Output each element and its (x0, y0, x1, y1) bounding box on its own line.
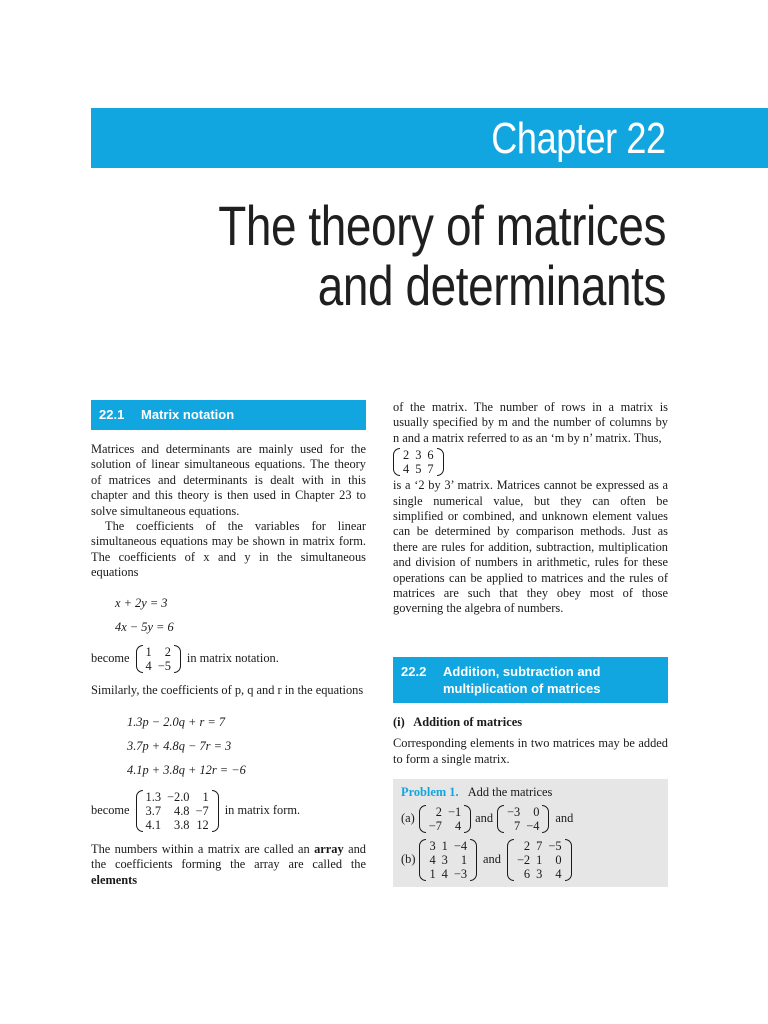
chapter-title: The theory of matrices and determinants (218, 194, 666, 317)
right-bracket (542, 805, 549, 833)
matrix-element: 3 (536, 866, 543, 881)
equation: x + 2y = 3 (115, 595, 168, 610)
matrix (507, 839, 572, 881)
matrix-element: 4 (555, 866, 562, 881)
matrix-example-line (393, 448, 668, 476)
left-bracket (419, 805, 426, 833)
section-title: Addition, subtraction and multiplication of matrices (443, 663, 601, 696)
matrix-element: −4 (526, 818, 540, 833)
matrix-form-line (91, 790, 366, 832)
right-bracket (212, 790, 219, 832)
become-label: become (91, 650, 130, 665)
matrix (393, 448, 444, 476)
matrix-element: 4 (441, 866, 448, 881)
matrix-element: 3 (429, 838, 436, 853)
term-elements: elements (91, 872, 138, 887)
matrix-element: 4.1 (145, 818, 162, 833)
matrix-element: 7 (514, 818, 521, 833)
matrix-element: −3 (507, 804, 521, 819)
matrix-element: −3 (453, 866, 468, 881)
matrix-element: −5 (548, 838, 562, 853)
problem-label: Problem 1. (401, 785, 459, 800)
equation: 3.7p + 4.8q − 7r = 3 (127, 739, 232, 754)
subheading: (i) Addition of matrices (393, 714, 523, 729)
equation: 1.3p − 2.0q + r = 7 (127, 715, 226, 730)
paragraph: of the matrix. The number of rows in a matrix is usually specified by m and the number of columns by n and a matrix referred to as an ‘m by n’ matrix. Thus, (393, 400, 668, 445)
right-bracket (470, 839, 477, 881)
matrix-element: 7 (536, 838, 543, 853)
paragraph: Matrices and determinants are mainly used for the solution of linear simultaneous equations. The theory of matrices and determinants is dealt with in this chapter and this theory is then used in Chapter 23 to solve simultaneous equations. (91, 442, 366, 518)
problem-part-a (401, 805, 660, 833)
matrix-suffix: in matrix form. (224, 803, 301, 818)
equation: 4x − 5y = 6 (115, 619, 174, 634)
matrix-element: 4 (145, 658, 152, 673)
matrix (419, 805, 471, 833)
text-run: The numbers within a matrix are called an (91, 842, 310, 857)
equation-block (115, 591, 366, 639)
matrix-notation-line (91, 645, 366, 673)
and-label: and (475, 810, 494, 825)
matrix-element: 12 (196, 818, 209, 833)
matrix-element: 1 (536, 852, 543, 867)
section-heading-22-2 (393, 657, 668, 703)
right-bracket (565, 839, 572, 881)
problem-text: Add the matrices (467, 785, 553, 800)
matrix-element: 0 (533, 804, 540, 819)
matrix-element: −4 (453, 838, 468, 853)
section-title: Matrix notation (141, 407, 235, 422)
matrix-element: 3 (415, 448, 422, 463)
right-bracket (437, 448, 444, 476)
left-bracket (136, 790, 143, 832)
part-label: (a) (401, 810, 415, 825)
matrix-element: 2 (403, 448, 410, 463)
left-bracket (507, 839, 514, 881)
matrix-element: −7 (428, 818, 442, 833)
matrix-suffix: in matrix notation. (186, 650, 279, 665)
matrix-element: 2 (523, 838, 531, 853)
matrix-element: 4 (429, 852, 436, 867)
matrix-element: 4 (454, 818, 462, 833)
problem-header (401, 785, 660, 800)
matrix (136, 790, 219, 832)
matrix-element: 1.3 (145, 790, 162, 805)
matrix-element: 1 (429, 866, 436, 881)
right-bracket (464, 805, 471, 833)
matrix (497, 805, 549, 833)
matrix-element: 2 (164, 644, 171, 659)
matrix-element: 5 (415, 462, 422, 477)
text-run: and the coefficients forming the array are called the (91, 842, 366, 872)
matrix-element: 6 (427, 448, 434, 463)
section-heading-22-1 (91, 400, 366, 430)
paragraph: is a ‘2 by 3’ matrix. Matrices cannot be expressed as a single numerical value, but they can often be simplified or combined, and unknown element values can be determined by comparison methods. Just as there are rules for addition, subtraction, multiplication and division of numbers in arithmetic, rules for these operations can be applied to matrices and the rules of matrices are such that they obey most of those governing the algebra of numbers. (393, 478, 668, 616)
chapter-label: Chapter 22 (491, 114, 666, 163)
left-column (91, 400, 366, 888)
problem-box (393, 779, 668, 886)
matrix-element: −1 (447, 804, 462, 819)
chapter-band (91, 108, 768, 168)
paragraph: Similarly, the coefficients of p, q and r in the equations (91, 682, 364, 697)
left-bracket (419, 839, 426, 881)
section-number: 22.2 (401, 663, 427, 679)
left-bracket (393, 448, 400, 476)
matrix (136, 645, 181, 673)
paragraph: The coefficients of the variables for linear simultaneous equations may be shown in matrix form. The coefficients of x and y in the simultaneous equations (91, 519, 366, 580)
problem-part-b (401, 839, 660, 881)
right-bracket (174, 645, 181, 673)
equation: 4.1p + 3.8q + 12r = −6 (127, 763, 246, 778)
paragraph: Corresponding elements in two matrices may be added to form a single matrix. (393, 736, 668, 766)
matrix-element: −7 (195, 804, 209, 819)
matrix-element: 1 (145, 644, 152, 659)
matrix (419, 839, 477, 881)
matrix-element: 4.8 (174, 804, 190, 819)
term-array: array (314, 842, 344, 857)
matrix-element: 1 (202, 790, 209, 805)
and-label: and (483, 851, 501, 866)
matrix-element: −5 (157, 658, 171, 673)
matrix-element: 0 (555, 852, 562, 867)
matrix-element: 6 (523, 866, 531, 881)
paragraph (91, 842, 366, 888)
part-label: (b) (401, 851, 416, 866)
equation-block (127, 710, 366, 782)
matrix-element: 1 (460, 852, 468, 867)
right-column (393, 400, 668, 887)
matrix-element: −2.0 (167, 790, 190, 805)
matrix-element: −2 (516, 852, 531, 867)
matrix-element: 3.7 (145, 804, 162, 819)
matrix-element: 4 (403, 462, 410, 477)
section-number: 22.1 (99, 407, 125, 422)
matrix-element: 2 (435, 804, 442, 819)
left-bracket (497, 805, 504, 833)
matrix-element: 7 (427, 462, 434, 477)
left-bracket (136, 645, 143, 673)
matrix-element: 3 (441, 852, 448, 867)
matrix-element: 1 (441, 838, 448, 853)
and-label: and (555, 810, 574, 825)
become-label: become (91, 803, 130, 818)
matrix-element: 3.8 (174, 818, 190, 833)
